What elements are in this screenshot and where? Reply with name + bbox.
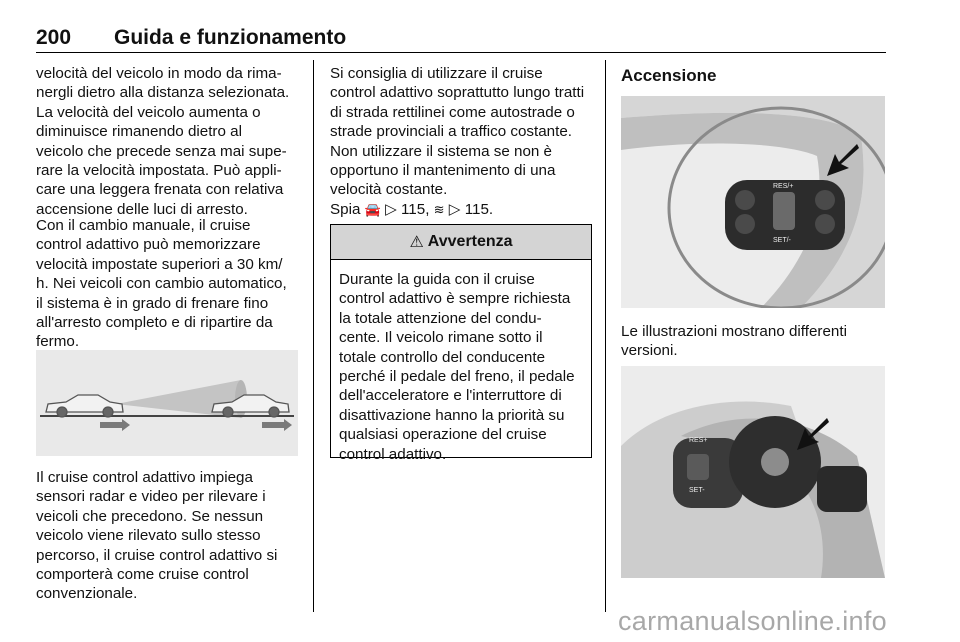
radar-drawing bbox=[36, 350, 298, 456]
radar-illustration bbox=[36, 350, 298, 456]
section-title: Accensione bbox=[621, 66, 717, 85]
page-ref-2[interactable]: 115. bbox=[464, 201, 494, 218]
cruise-indicator-icon: ≋ bbox=[433, 202, 445, 217]
col2-paragraph-1: Si consiglia di utilizzare il cruise control adattivo soprattutto lungo tratti di strada rettilinei come autostrade o strade provinciali a traffico costante. Non utilizzare il sistema se non è opportuno il mantenimento di una velocità costante. bbox=[330, 65, 585, 199]
header-rule bbox=[36, 52, 886, 53]
warning-icon: ⚠ bbox=[409, 234, 424, 251]
column-divider-2 bbox=[605, 60, 606, 612]
col1-paragraph-2: Con il cambio manuale, il cruise control adattivo può memorizzare velocità impostate superiori a 30 km/ h. Nei veicoli con cambio automatico, il sistema è in grado di frenare fino all'arresto completo e di ripartire da fermo. bbox=[36, 217, 287, 351]
steering-wheel-photo-2 bbox=[621, 366, 885, 578]
column-divider-1 bbox=[313, 60, 314, 612]
steering-wheel-photo-1 bbox=[621, 96, 885, 308]
col1-paragraph-3: Il cruise control adattivo impiega sensori radar e video per rilevare i veicoli che precedono. Se nessun veicolo viene rilevato sullo stesso percorso, il cruise control adattivo si comporterà come cruise control convenzionale. bbox=[36, 469, 278, 603]
spia-reference-line: Spia 🚘 ▷ 115, ≋ ▷ 115. bbox=[330, 201, 494, 218]
arrow-icon bbox=[100, 419, 130, 431]
svg-text:SET/-: SET/- bbox=[773, 237, 791, 244]
car-rear-icon bbox=[46, 395, 123, 417]
svg-text:SET-: SET- bbox=[689, 487, 705, 494]
page-ref-arrow-icon: ▷ bbox=[385, 201, 397, 218]
page-ref-1[interactable]: 115 bbox=[400, 201, 426, 218]
col1-paragraph-1: velocità del veicolo in modo da rima- nergli dietro alla distanza selezionata. La velocità del veicolo aumenta o diminuisce rimanendo dietro al veicolo che precede senza mai supe- rare la velocità impostata. Può appli- care una leggera frenata con relativa accensione delle luci di arresto. bbox=[36, 65, 290, 218]
warning-box bbox=[330, 224, 592, 463]
arrow-icon bbox=[262, 419, 292, 431]
watermark: carmanualsonline.info bbox=[618, 606, 887, 636]
warning-header bbox=[331, 225, 591, 260]
svg-text:RES/+: RES/+ bbox=[773, 183, 794, 190]
warning-title: Avvertenza bbox=[427, 233, 513, 250]
page-number: 200 bbox=[36, 26, 72, 49]
page-title: Guida e funzionamento bbox=[114, 26, 347, 49]
car-indicator-icon: 🚘 bbox=[364, 202, 381, 217]
svg-text:RES+: RES+ bbox=[689, 437, 708, 444]
caption: Le illustrazioni mostrano differenti versioni. bbox=[621, 323, 847, 360]
warning-text: Durante la guida con il cruise control adattivo è sempre richiesta la totale attenzione del condu- cente. Il veicolo rimane sotto il totale controllo del conducente perché il pedale del freno, il pedale dell'acceleratore e l'interruttore di disattivazione hanno la priorità su qualsiasi operazione del cruise control adattivo. bbox=[339, 271, 575, 463]
page-ref-arrow-icon: ▷ bbox=[448, 201, 461, 218]
